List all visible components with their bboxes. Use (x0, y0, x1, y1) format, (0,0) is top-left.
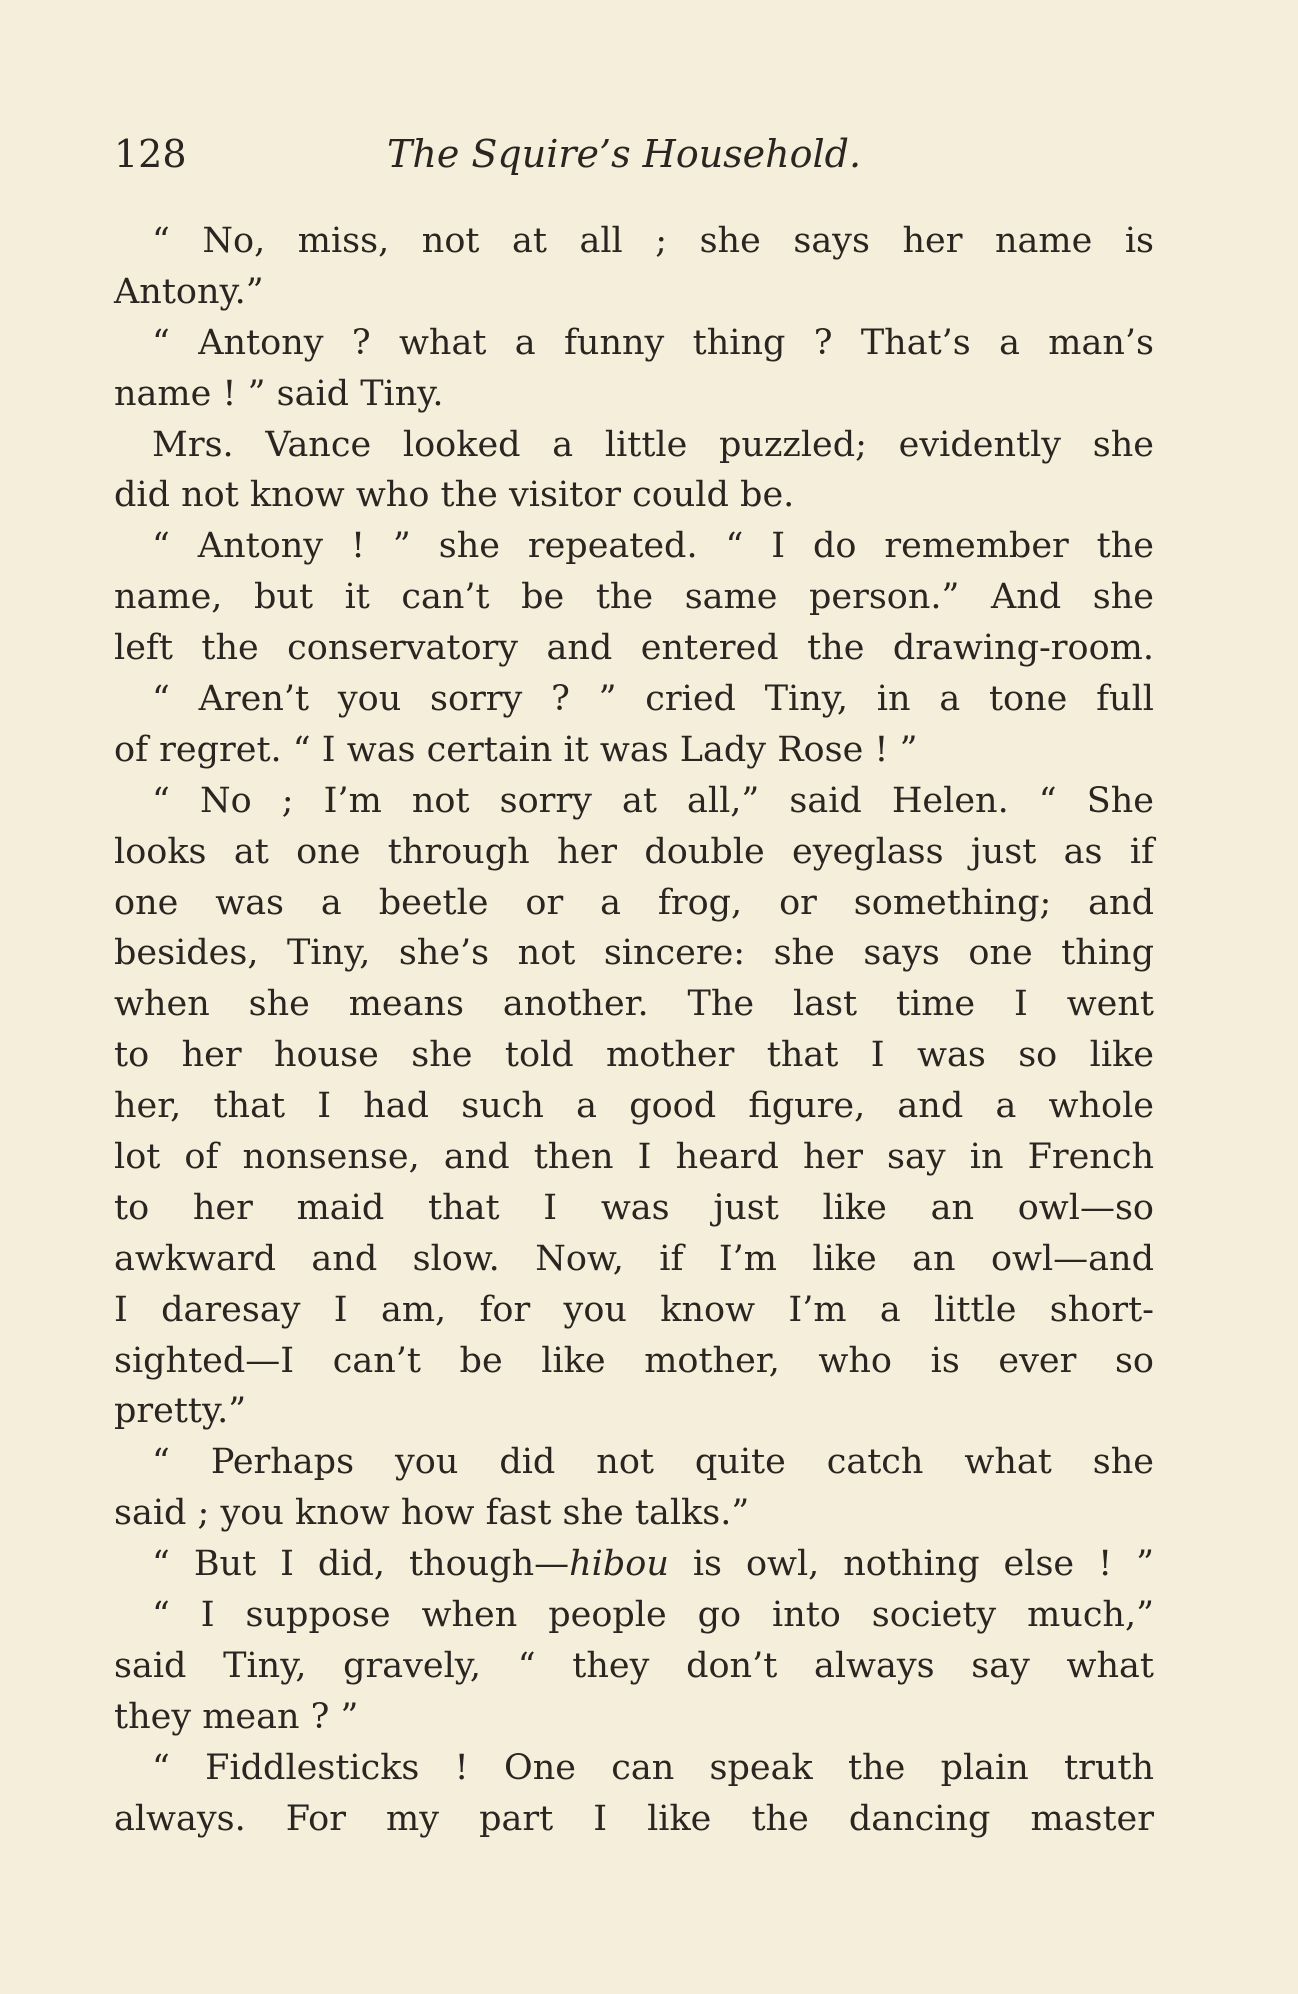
text-line: her, that I had such a good figure, and a whole (114, 1086, 1154, 1127)
text-line: always. For my part I like the dancing master (114, 1798, 1154, 1839)
text-line: Mrs. Vance looked a little puzzled; evidently she (152, 424, 1154, 465)
text-line: said Tiny, gravely, “ they don’t always say what (114, 1645, 1154, 1686)
text-line: “ Antony ? what a funny thing ? That’s a man’s (152, 322, 1154, 363)
text-line: they mean ? ” (114, 1696, 359, 1737)
italic-word: hibou (569, 1544, 669, 1585)
text-line: name ! ” said Tiny. (114, 373, 444, 414)
text-line: to her maid that I was just like an owl—so (114, 1187, 1154, 1228)
text-line: besides, Tiny, she’s not sincere: she says one thing (114, 933, 1154, 974)
text-line: “ No, miss, not at all ; she says her name is (152, 221, 1154, 261)
text-line: I daresay I am, for you know I’m a little short- (114, 1289, 1154, 1330)
text-line: “ Perhaps you did not quite catch what she (152, 1442, 1154, 1483)
text-run: “ But I did, though— (152, 1544, 570, 1585)
text-line: of regret. “ I was certain it was Lady Rose ! ” (114, 729, 918, 770)
text-line: pretty.” (114, 1391, 247, 1432)
text-line: sighted—I can’t be like mother, who is ever so (114, 1340, 1154, 1381)
text-run: is owl, nothing else ! ” (668, 1544, 1154, 1585)
text-line: Antony.” (114, 271, 264, 312)
text-line: “ No ; I’m not sorry at all,” said Helen. “ She (152, 780, 1154, 821)
text-line: when she means another. The last time I went (114, 984, 1154, 1025)
text-line: lot of nonsense, and then I heard her say in French (114, 1137, 1154, 1178)
running-title: The Squire’s Household. (387, 132, 862, 176)
text-line: “ I suppose when people go into society much,” (152, 1595, 1154, 1636)
text-line: “ Fiddlesticks ! One can speak the plain truth (152, 1747, 1154, 1788)
text-line: looks at one through her double eyeglass just as if (114, 831, 1154, 872)
text-line: one was a beetle or a frog, or something; and (114, 882, 1154, 923)
text-line: to her house she told mother that I was so like (114, 1035, 1154, 1076)
text-line: said ; you know how fast she talks.” (114, 1493, 750, 1534)
text-line (114, 1539, 1154, 1590)
text-line: name, but it can’t be the same person.” And she (114, 577, 1154, 618)
page-header (114, 128, 1154, 184)
page-number: 128 (114, 132, 187, 176)
body-text (114, 216, 1154, 1845)
text-line: “ Antony ! ” she repeated. “ I do remember the (152, 526, 1154, 567)
text-line: did not know who the visitor could be. (114, 475, 795, 516)
text-line: “ Aren’t you sorry ? ” cried Tiny, in a tone full (152, 679, 1154, 720)
text-line: awkward and slow. Now, if I’m like an owl—and (114, 1238, 1154, 1279)
text-line: left the conservatory and entered the drawing-room. (114, 628, 1154, 669)
